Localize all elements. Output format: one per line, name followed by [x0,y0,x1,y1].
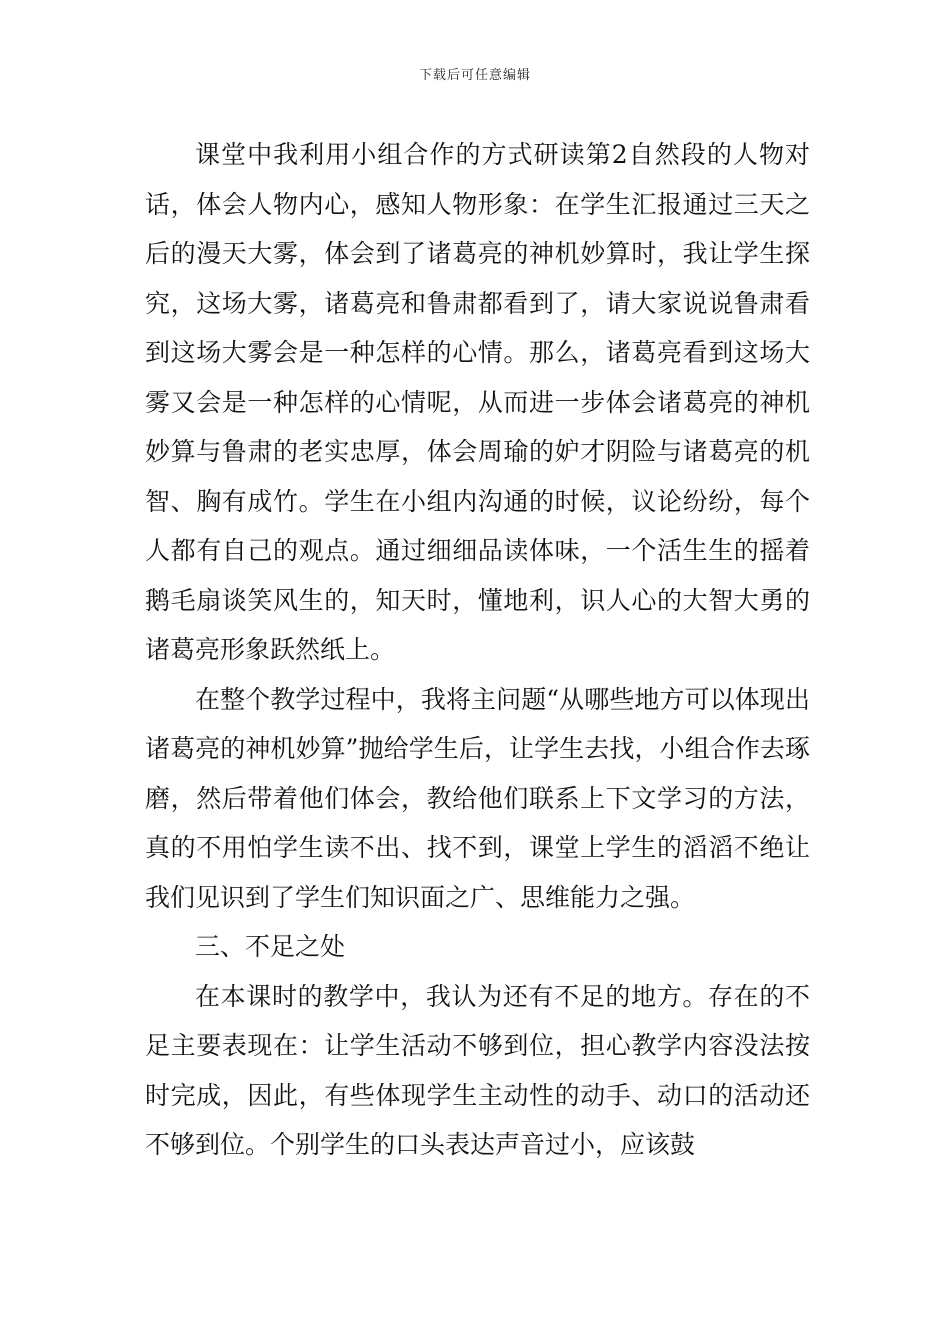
document-body [145,130,810,1170]
paragraph-shortcomings: 在本课时的教学中，我认为还有不足的地方。存在的不足主要表现在：让学生活动不够到位，担心教学内容没法按时完成，因此，有些体现学生主动性的动手、动口的活动还不够到位。个别学生的口头表达声音过小，应该鼓 [145,981,810,1159]
page-header: 下载后可任意编辑 [418,68,531,83]
paragraph-teaching-process: 在整个教学过程中，我将主问题“从哪些地方可以体现出诸葛亮的神机妙算”抛给学生后，让学生去找，小组合作去琢磨，然后带着他们体会，教给他们联系上下文学习的方法，真的不用怕学生读不出、找不到，课堂上学生的滔滔不绝让我们见识到了学生们知识面之广、思维能力之强。 [145,684,810,912]
paragraph-analysis: 课堂中我利用小组合作的方式研读第2自然段的人物对话，体会人物内心，感知人物形象：在学生汇报通过三天之后的漫天大雾，体会到了诸葛亮的神机妙算时，我让学生探究，这场大雾，诸葛亮和鲁肃都看到了，请大家说说鲁肃看到这场大雾会是一种怎样的心情。那么，诸葛亮看到这场大雾又会是一种怎样的心情呢，从而进一步体会诸葛亮的神机妙算与鲁肃的老实忠厚，体会周瑜的妒才阴险与诸葛亮的机智、胸有成竹。学生在小组内沟通的时候，议论纷纷，每个人都有自己的观点。通过细细品读体味，一个活生生的摇着鹅毛扇谈笑风生的，知天时，懂地利，识人心的大智大勇的诸葛亮形象跃然纸上。 [145,140,810,664]
section-heading-shortcomings: 三、不足之处 [195,932,346,961]
